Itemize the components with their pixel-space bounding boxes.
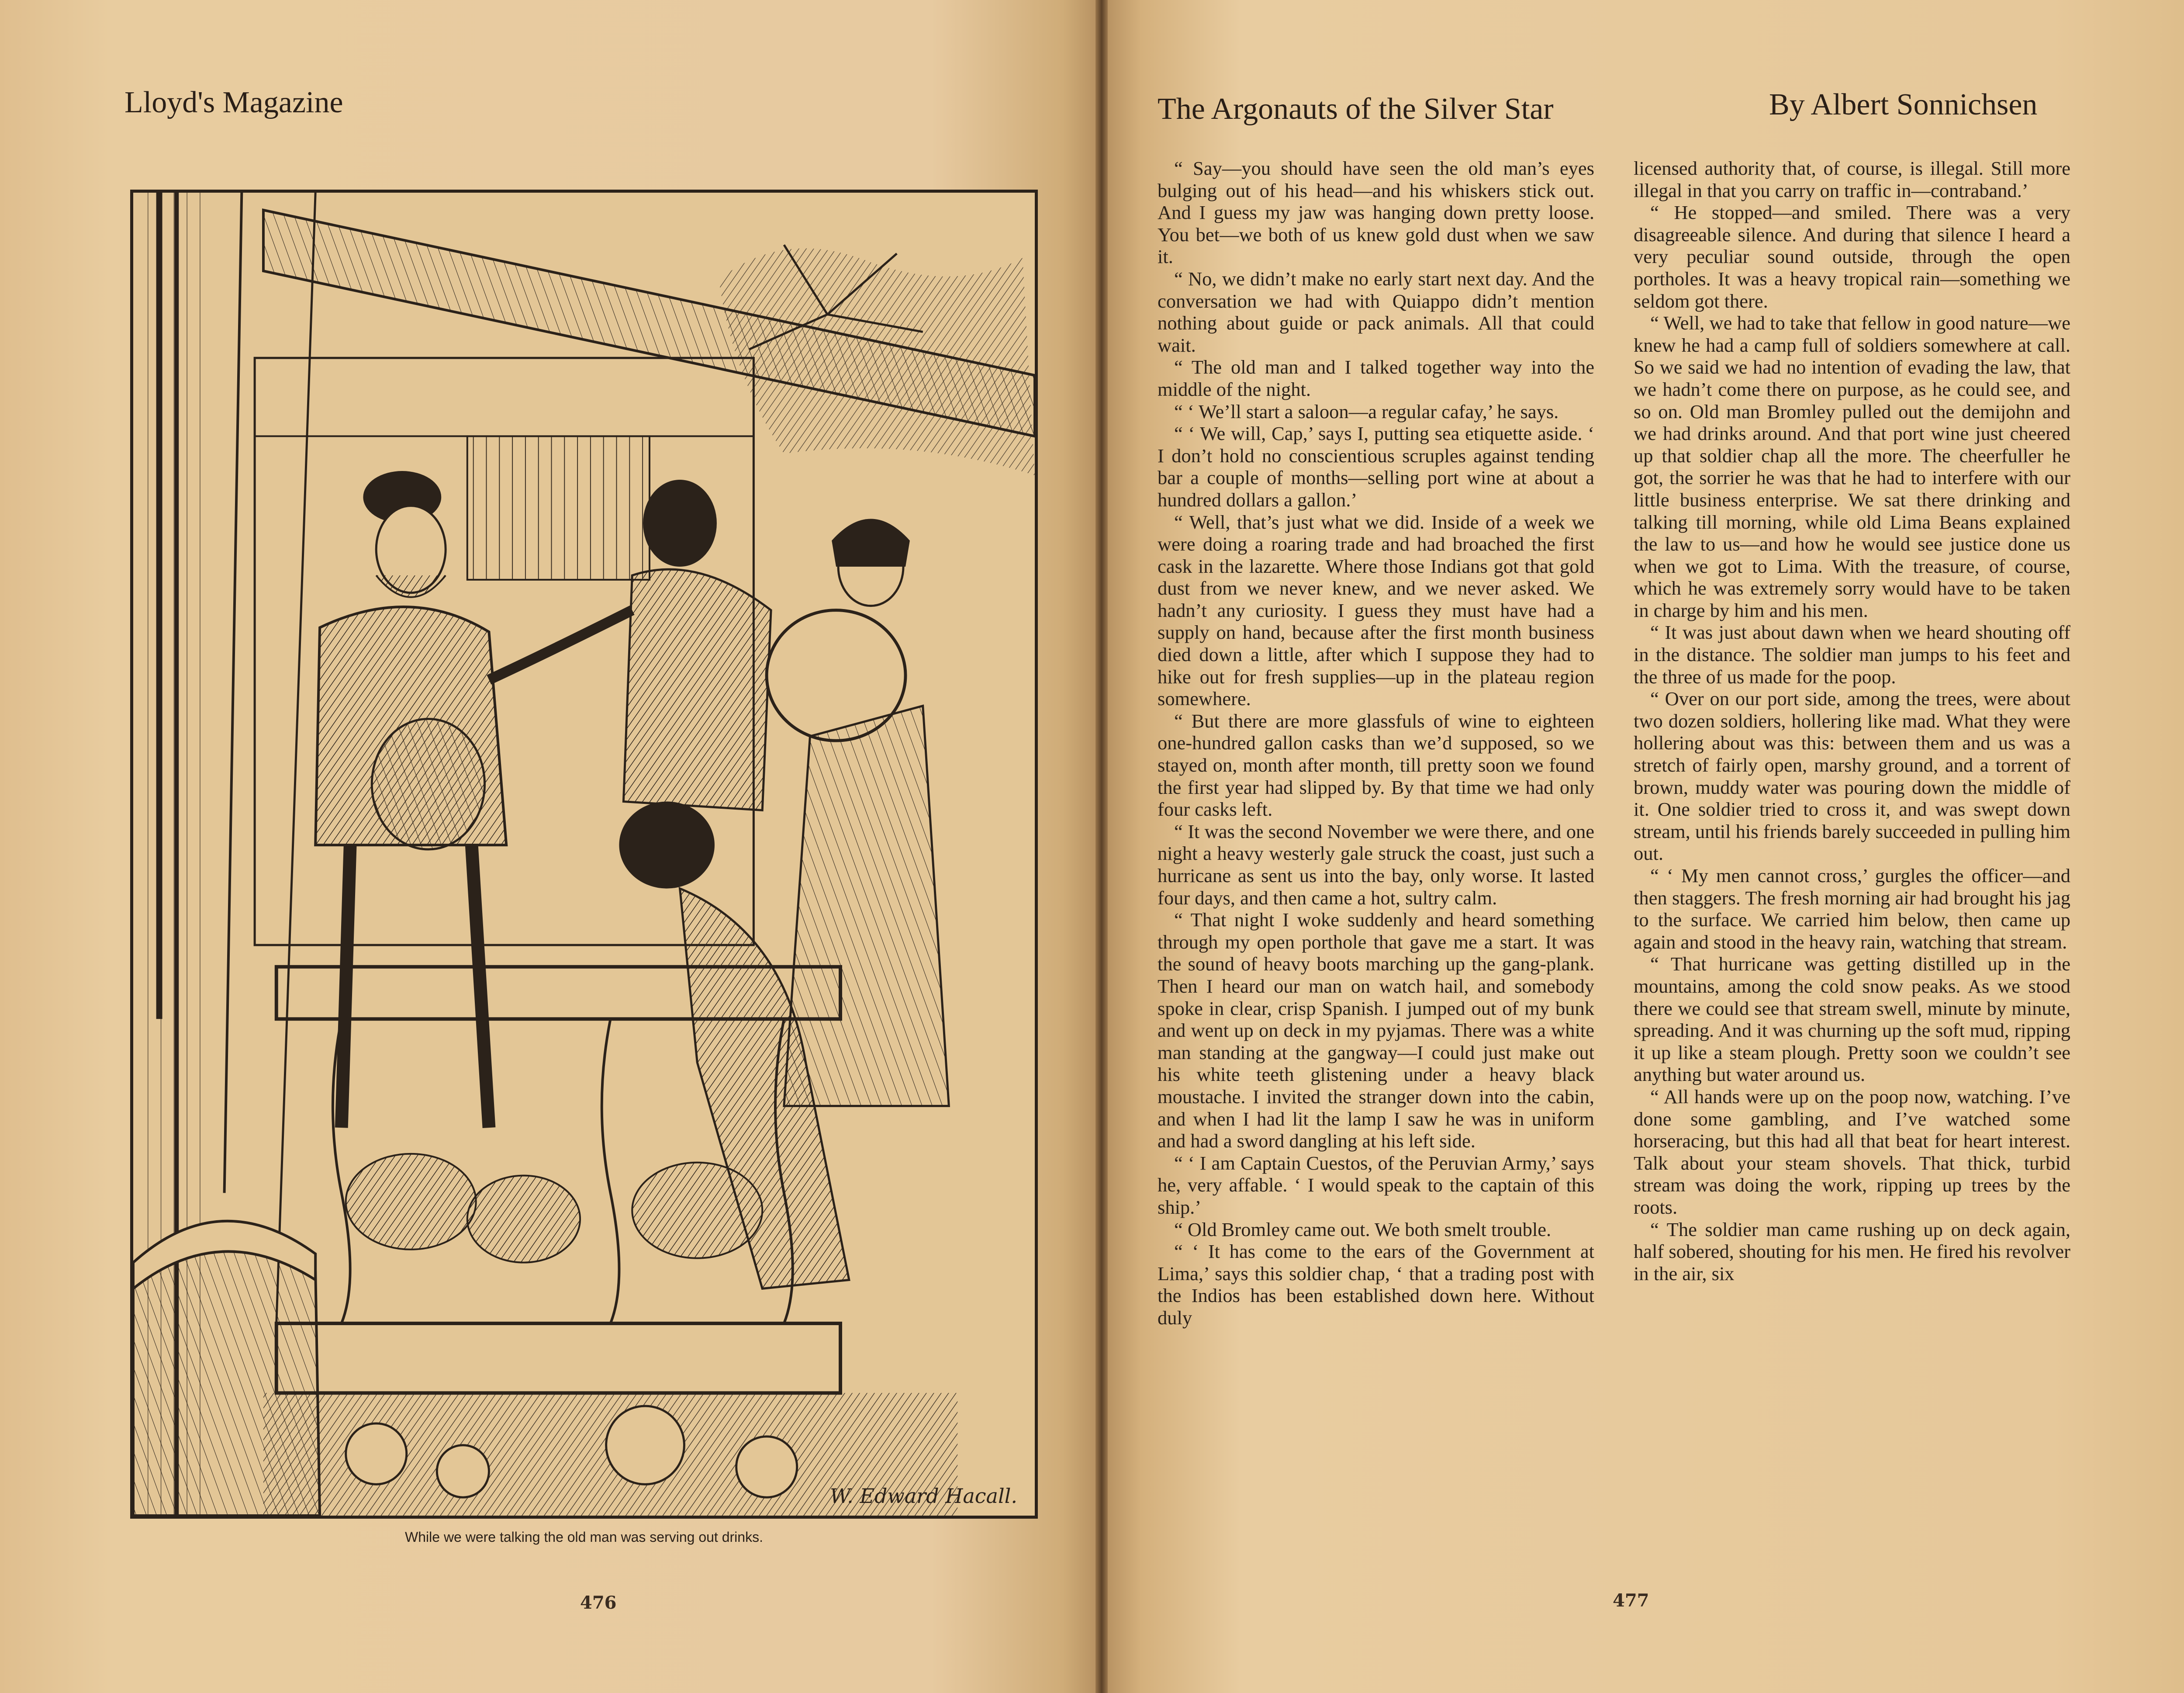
book-gutter xyxy=(1095,0,1108,1693)
paragraph: “ That night I woke suddenly and heard something through my open porthole that gave me a start. It was the sound of heavy boots marching up the gang-plank. Then I heard our man on watch hail, and somebody spoke in clear, crisp Spanish. I jumped out of my bunk and went up on deck in my pyjamas. There was a white man standing at the gangway—I could just make out his white teeth glistening under a heavy black moustache. I invited the stranger down into the cabin, and when I had lit the lamp I saw he was in uniform and had a sword dangling at his left side. xyxy=(1158,909,1594,1152)
story-illustration xyxy=(130,190,1038,1519)
right-running-head-author: By Albert Sonnichsen xyxy=(1769,88,2038,121)
paragraph: “ Well, that’s just what we did. Inside of a week we were doing a roaring trade and had broached the first cask in the lazarette. Where those Indians got that gold dust from we never knew, and we never asked. We hadn’t any curiosity. I guess they must have had a supply on hand, because after the first month business died down a little, after which I suppose they had to hike out for fresh supplies—up in the plateau region somewhere. xyxy=(1158,511,1594,710)
paragraph: “ It was the second November we were there, and one night a heavy westerly gale struck the coast, just such a hurricane as sent us into the bay, only worse. It lasted four days, and then came a hot, sultry calm. xyxy=(1158,820,1594,909)
text-column-2 xyxy=(1634,157,2070,1284)
paragraph: “ ‘ I am Captain Cuestos, of the Peruvian Army,’ says he, very affable. ‘ I would speak to the captain of this ship.’ xyxy=(1158,1152,1594,1218)
paragraph: “ Say—you should have seen the old man’s eyes bulging out of his head—and his whiskers stick out. And I guess my jaw was hanging down pretty loose. You bet—we both of us knew gold dust when we saw it. xyxy=(1158,157,1594,268)
paragraph: “ ‘ My men cannot cross,’ gurgles the officer—and then staggers. The fresh morning air had brought his jag to the surface. We carried him below, then came up again and stood in the heavy rain, watching that stream. xyxy=(1634,865,2070,953)
right-folio: 477 xyxy=(1613,1590,1649,1611)
paragraph-continuation: licensed authority that, of course, is illegal. Still more illegal in that you carry on traffic in—contraband.’ xyxy=(1634,157,2070,201)
illustrator-signature: W. Edward Hacall. xyxy=(829,1484,1017,1508)
paragraph: “ The old man and I talked together way into the middle of the night. xyxy=(1158,356,1594,400)
paragraph: “ Old Bromley came out. We both smelt trouble. xyxy=(1174,1218,1552,1240)
paragraph: “ That hurricane was getting distilled up in the mountains, among the cold snow peaks. As we stood there we could see that stream swell, minute by minute, spreading. And it was churning up the soft mud, ripping it up like a steam plough. Pretty soon we couldn’t see anything but water around us. xyxy=(1634,953,2070,1086)
paragraph: “ Over on our port side, among the trees, were about two dozen soldiers, hollering like mad. What they were hollering about was this: between them and us was a stretch of fairly open, marshy ground, and a torrent of brown, muddy water was pouring down the middle of it. One soldier tried to cross it, and was swept down stream, until his friends barely succeeded in pulling him out. xyxy=(1634,688,2070,865)
sailor-trading-scene-illustration xyxy=(133,193,1035,1516)
paragraph: “ ‘ It has come to the ears of the Government at Lima,’ says this soldier chap, ‘ that a trading post with the Indios has been established down here. Without duly xyxy=(1158,1240,1594,1329)
right-running-head-title: The Argonauts of the Silver Star xyxy=(1158,92,1554,126)
paragraph: “ Well, we had to take that fellow in good nature—we knew he had a camp full of soldiers somewhere at call. So we said we had no intention of evading the law, that we hadn’t come there on purpose, as he could see, and so on. Old man Bromley pulled out the demijohn and we had drinks around. And that port wine just cheered up that soldier chap all the more. The cheerfuller he got, the sorrier he was that he had to interfere with our little business enterprise. We sat there drinking and talking till morning, while old Lima Beans explained the law to us—and how he would see justice done us when we got to Lima. With the treasure, of course, which he was extremely sorry would have to be taken in charge by him and his men. xyxy=(1634,312,2070,621)
paragraph: “ ‘ We will, Cap,’ says I, putting sea etiquette aside. ‘ I don’t hold no conscientious scruples against tending bar a couple of months—selling port wine at about a hundred dollars a gallon.’ xyxy=(1158,422,1594,511)
left-running-head: Lloyd's Magazine xyxy=(124,86,343,119)
text-column-1 xyxy=(1158,157,1594,1329)
paragraph: “ All hands were up on the poop now, watching. I’ve done some gambling, and I’ve watched some horseracing, but this had all that beat for heart interest. Talk about your steam shovels. That thick, turbid stream was doing the work, ripping up trees by the roots. xyxy=(1634,1085,2070,1218)
paragraph: “ It was just about dawn when we heard shouting off in the distance. The soldier man jumps to his feet and the three of us made for the poop. xyxy=(1634,621,2070,688)
paragraph: “ But there are more glassfuls of wine to eighteen one-hundred gallon casks than we’d supposed, so we stayed on, month after month, till pretty soon we found the first year had slipped by. By that time we had only four casks left. xyxy=(1158,710,1594,821)
left-folio: 476 xyxy=(580,1593,617,1613)
paragraph: “ He stopped—and smiled. There was a very disagreeable silence. And during that silence I heard a very peculiar sound outside, through the open portholes. It was a heavy tropical rain—something we seldom got there. xyxy=(1634,201,2070,312)
paragraph: “ ‘ We’ll start a saloon—a regular cafay,’ he says. xyxy=(1174,400,1559,422)
illustration-caption: While we were talking the old man was serving out drinks. xyxy=(405,1529,763,1545)
paragraph: “ The soldier man came rushing up on deck again, half sobered, shouting for his men. He fired his revolver in the air, six xyxy=(1634,1218,2070,1284)
paragraph: “ No, we didn’t make no early start next day. And the conversation we had with Quiappo didn’t mention nothing about guide or pack animals. All that could wait. xyxy=(1158,267,1594,356)
